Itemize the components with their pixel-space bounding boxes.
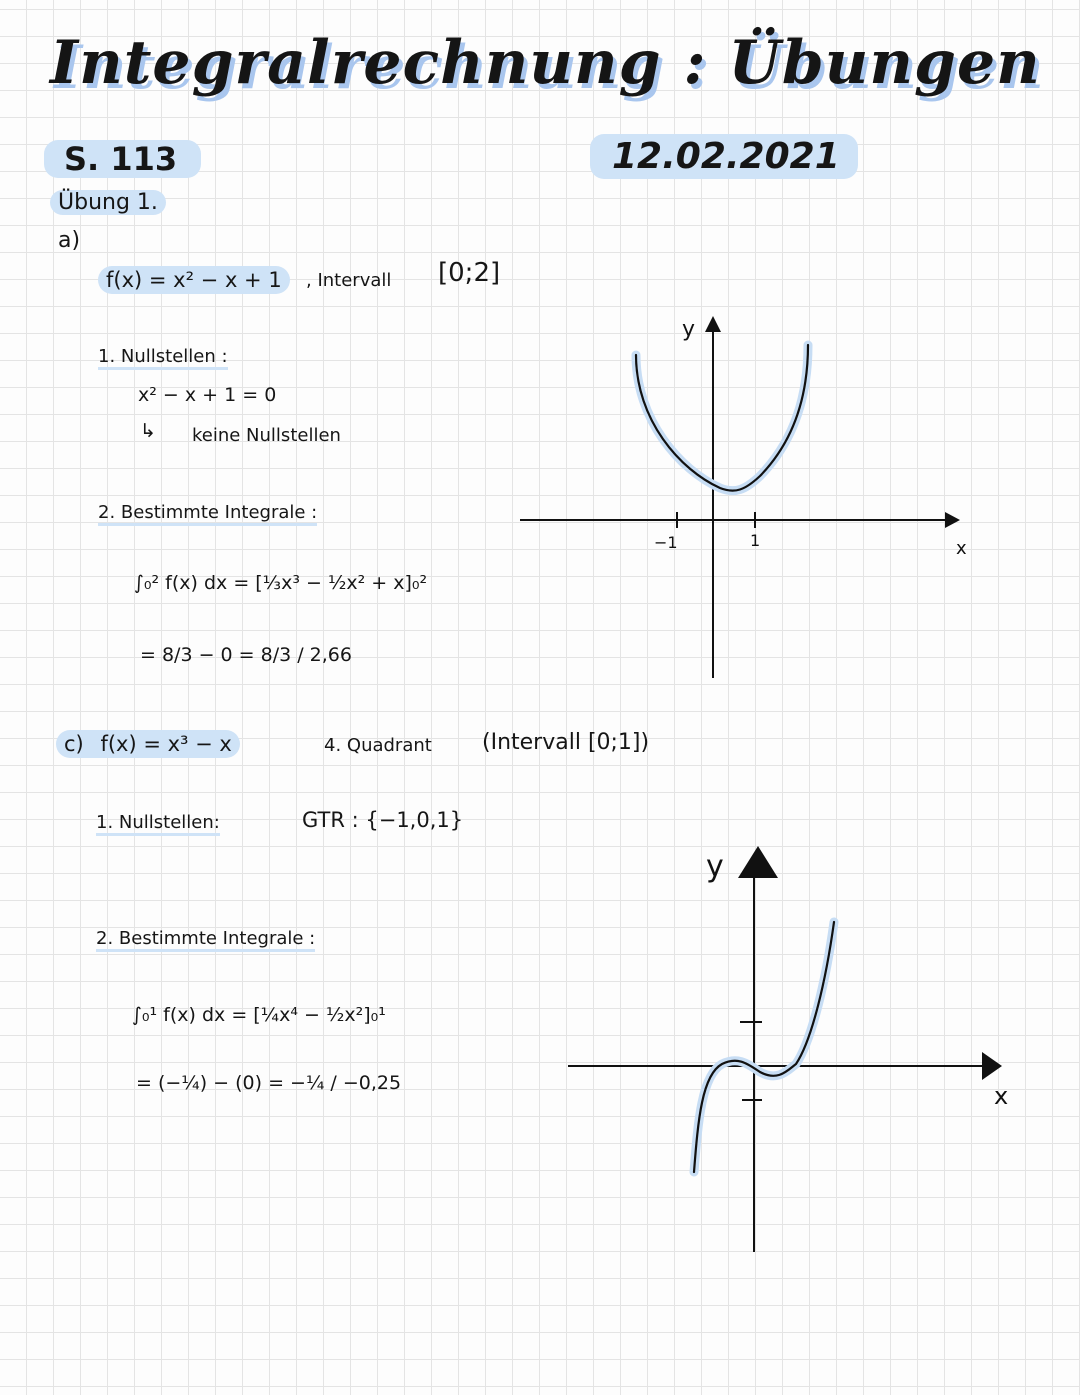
graph-c-y-label: y [706, 849, 724, 884]
graph-c-curve [694, 922, 834, 1172]
graph-c-x-arrow-icon [982, 1052, 1002, 1080]
part-a-zeros-result: keine Nullstellen [192, 425, 341, 446]
arrow-icon: ↳ [140, 420, 156, 442]
graph-a-y-label: y [682, 317, 696, 342]
part-a-function: f(x) = x² − x + 1 [98, 266, 290, 294]
part-a-interval-prefix: , Intervall [306, 270, 392, 291]
part-a-zeros-heading: 1. Nullstellen : [98, 346, 228, 370]
part-c-zeros-result: GTR : {−1,0,1} [302, 808, 464, 832]
date-label: 12.02.2021 [590, 134, 858, 179]
part-c-label: c) [64, 732, 84, 756]
part-c-integral-line1: ∫₀¹ f(x) dx = [¼x⁴ − ½x²]₀¹ [132, 1004, 386, 1026]
graph-c-curve-highlight [694, 922, 834, 1172]
graph-a-tick-pos-label: 1 [750, 531, 761, 550]
part-a-label: a) [58, 228, 81, 253]
graph-c [568, 846, 1008, 1252]
part-a-integral-line2: = 8/3 − 0 = 8/3 / 2,66 [140, 644, 352, 666]
part-c-quadrant: 4. Quadrant [324, 735, 432, 756]
graph-a-x-label: x [956, 538, 967, 559]
part-a-integral-line1: ∫₀² f(x) dx = [⅓x³ − ½x² + x]₀² [134, 572, 428, 594]
graph-a-x-arrow-icon [945, 512, 960, 528]
part-c-zeros-heading: 1. Nullstellen: [96, 812, 220, 836]
graph-a-tick-neg-label: −1 [654, 533, 678, 552]
part-c-function: f(x) = x³ − x [100, 732, 232, 756]
graph-a-curve-highlight [636, 345, 808, 491]
part-a-zeros-equation: x² − x + 1 = 0 [138, 384, 277, 406]
graph-a-curve [636, 345, 808, 491]
page-title: Integralrechnung : Übungen [50, 28, 1041, 98]
graph-c-x-label: x [994, 1082, 1009, 1110]
part-c-integral-heading: 2. Bestimmte Integrale : [96, 928, 315, 952]
graph-a [520, 316, 967, 678]
graph-a-y-arrow-icon [705, 316, 721, 332]
page-reference: S. 113 [44, 140, 201, 178]
exercise-label: Übung 1. [50, 190, 166, 215]
graph-c-y-arrow-icon [738, 846, 778, 878]
part-c-integral-line2: = (−¼) − (0) = −¼ / −0,25 [136, 1072, 402, 1094]
part-a-interval: [0;2] [438, 258, 501, 288]
part-a-integral-heading: 2. Bestimmte Integrale : [98, 502, 317, 526]
part-c-interval-note: (Intervall [0;1]) [482, 730, 650, 755]
